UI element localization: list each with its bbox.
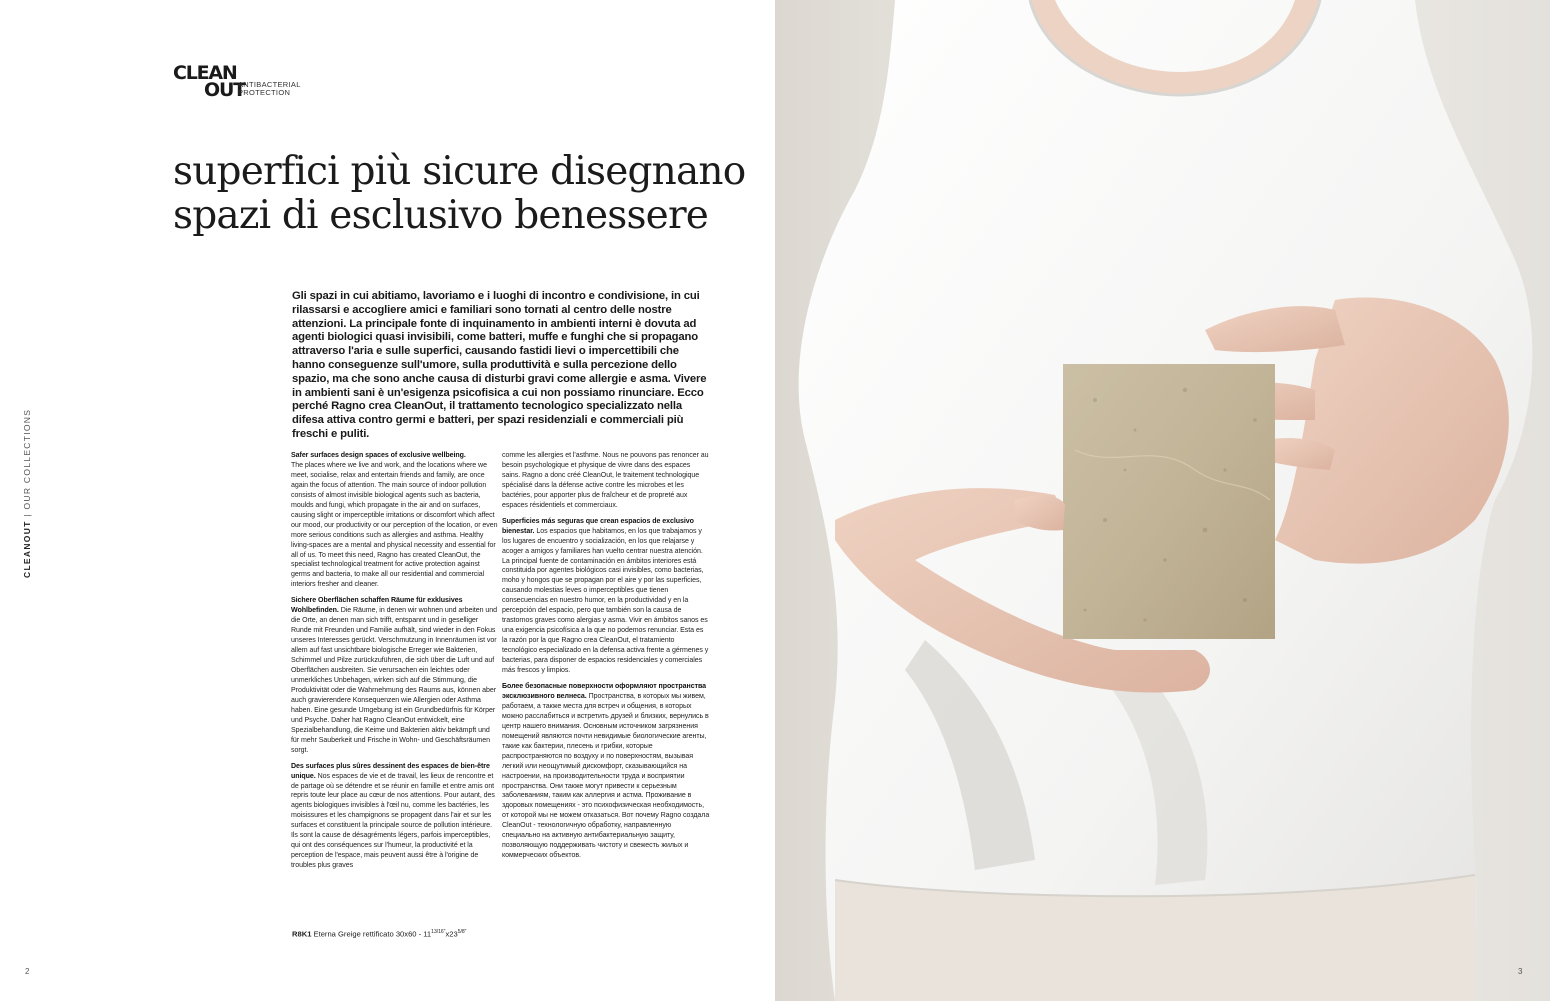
spanish-body: Los espacios que habitamos, en los que trabajamos y los lugares de encuentro y socialización, en los que relajarse y acoger a amigos y familiares han vuelto centrar nuestra atención. La principal fuente de contaminación en ámbitos interiores está constituida por agentes biológicos casi invisibles, como bacterias, moho y hongos que se propagan por el aire y por las superficies, causando molestias leves o imperceptibles que tienen consecuencias en nuestro humor, en la productividad y en la percepción del espacio, pero que también son la causa de trastornos graves como alergias y asma. Vivir en ámbitos sanos es una exigencia psicofísica a la que no podemos renunciar. Esta es la razón por la que Ragno crea CleanOut, el tratamiento tecnológico especializado en la defensa activa frente a gérmenes y bacterias, para disponer de espacios residenciales y comerciales más frescos y limpios. [502,527,709,675]
headline-line1: superfici più sicure disegnano [173,149,746,194]
logo-clean-text: CLEAN [173,62,237,84]
french-paragraph-continued: comme les allergies et l'asthme. Nous ne pouvons pas renoncer au besoin psychologique et physique de vivre dans des espaces sains. Ragno a donc créé CleanOut, le traitement technologique spécialisé dans la défense active contre les microbes et les bactéries, pour apporter plus de fraîcheur et de propreté aux espaces résidentiels et commerciaux. [502,452,709,509]
logo-out-text: OUT [204,79,245,101]
tile-sample [1063,364,1275,639]
headline-line2: spazi di esclusivo benessere [173,193,709,238]
english-paragraph [291,451,499,590]
caption-dimension-separator: x23 [445,929,458,939]
logo-subtitle-line2: PROTECTION [238,88,291,97]
section-side-tag [22,409,32,578]
russian-body: Пространства, в которых мы живем, работаем, а также места для встреч и общения, в которых можно расслабиться и встретить друзей и близких, вернулись в центр нашего внимания. Основным источником загрязнения помещений являются почти невидимые биологические агенты, такие как бактерии, плесень и грибки, которые распространяются по воздуху и по поверхностям, вызывая легкий или неощутимый дискомфорт, сказывающийся на настроении, на производительности труда и восприятии пространства. Они также могут привести к серьезным заболеваниям, таким как аллергия и астма. Проживание в здоровых помещениях - это психофизическая необходимость, от которой мы не можем отказаться. Вот почему Ragno создала CleanOut - технологичную обработку, направленную специально на активную антибактериальную защиту, позволяющую поддерживать чистоту и свежесть жилых и коммерческих объектов. [502,692,710,860]
german-heading: Sichere Oberflächen schaffen Räume für exklusives Wohlbefinden. [291,597,463,615]
side-tag-brand: CLEANOUT [22,520,32,578]
german-body: Die Räume, in denen wir wohnen und arbeiten und die Orte, an denen man sich trifft, entspannt und in geselliger Runde mit Freunden und Familie aufhält, sind wieder in den Fokus unseres Interesses gerückt. Verschmutzung in Innenräumen ist vor allem auf fast unsichtbare biologische Erreger wie Bakterien, Schimmel und Pilze zurückzuführen, die sich über die Luft und auf Oberflächen ausbreiten. Sie verursachen ein leichtes oder unmerkliches Unbehagen, wirken sich auf die Stimmung, die Produktivität oder die Wahrnehmung des Raums aus, können aber auch gravierendere Konsequenzen wie Allergien oder Asthma haben. Eine gesunde Umgebung ist ein Grundbedürfnis für Körper und Psyche. Daher hat Ragno CleanOut entwickelt, eine Spezialbehandlung, die Keime und Bakterien aktiv bekämpft und für mehr Sauberkeit und Frische in Wohn- und Geschäftsräumen sorgt. [291,607,497,754]
russian-heading: Более безопасные поверхности оформляют пространства эксклюзивного велнеса. [502,682,707,700]
side-tag-section: OUR COLLECTIONS [22,408,32,510]
french-paragraph [291,762,499,871]
caption-fraction-2: 5/8" [457,929,467,935]
product-caption [292,929,466,939]
spanish-heading: Superficies más seguras que crean espacios de exclusivo bienestar. [502,517,694,535]
photo-woman-holding-tile-sample [775,0,1550,1001]
caption-fraction-1: 13/16" [431,929,446,935]
intro-paragraph: Gli spazi in cui abitiamo, lavoriamo e i luoghi di incontro e condivisione, in cui rilassarsi e accogliere amici e familiari sono tornati al centro delle nostre attenzioni. La principale fonte di inquinamento in ambienti interni è dovuta ad agenti biologici quasi invisibili, come batteri, muffe e funghi che si propagano attraverso l'aria e sulle superfici, causando fastidi lievi o impercettibili che hanno conseguenze sull'umore, sulla produttività e sulla percezione dello spazio, ma che sono anche causa di disturbi gravi come allergie e asma. Vivere in ambienti sani è un'esigenza psicofisica a cui non possiamo rinunciare. Ecco perché Ragno crea CleanOut, il trattamento tecnologico specializzato nella difesa attiva contro germi e batteri, per spazi residenziali e commerciali più freschi e puliti. [292,290,707,440]
russian-paragraph [502,682,710,861]
spanish-paragraph [502,517,710,676]
page-number-right: 3 [1518,967,1523,976]
english-body: The places where we live and work, and the locations where we meet, socialise, relax and entertain friends and family, are once again the focus of attention. The main source of indoor pollution consists of almost invisible biological agents such as bacteria, moulds and fungi, which propagate in the air and on surfaces, causing slight or imperceptible irritations or discomfort which affect our mood, our productivity or our perception of the location, or even more serious conditions such as allergies and asthma. Healthy living-spaces are a mental and physical necessity and essential for all of us. To meet this need, Ragno has created CleanOut, the specialist technological treatment for active protection against germs and bacteria, to make all our residential and commercial interiors fresher and cleaner. [291,461,498,589]
product-description: Eterna Greige rettificato 30x60 - 11 [311,929,432,939]
french-body: Nos espaces de vie et de travail, les lieux de rencontre et de partage où se détendre et se réunir en famille et entre amis ont repris toute leur place au cœur de nos attentions. Pour autant, des agents biologiques invisibles à l'œil nu, comme les bactéries, les moisissures et les champignons se propagent dans l'air et sur les surfaces et constituent la principale source de pollution intérieure. Ils sont la cause de désagréments légers, parfois imperceptibles, qui ont des conséquences sur l'humeur, la productivité et la perception de l'espace, mais peuvent aussi être à l'origine de troubles plus graves [291,772,495,870]
logo-subtitle-line1: ANTIBACTERIAL [238,80,301,89]
side-tag-separator: | [22,509,32,521]
product-code: R8K1 [292,929,312,939]
page-number-left: 2 [25,967,30,976]
german-paragraph [291,596,499,755]
text-column-1 [291,451,499,877]
text-column-2 [502,451,710,867]
logo-subtitle [238,81,318,97]
right-page-photo [775,0,1550,1001]
french-heading: Des surfaces plus sûres dessinent des espaces de bien-être unique. [291,762,490,780]
english-heading: Safer surfaces design spaces of exclusive wellbeing. [291,452,466,459]
page-headline [173,150,753,238]
